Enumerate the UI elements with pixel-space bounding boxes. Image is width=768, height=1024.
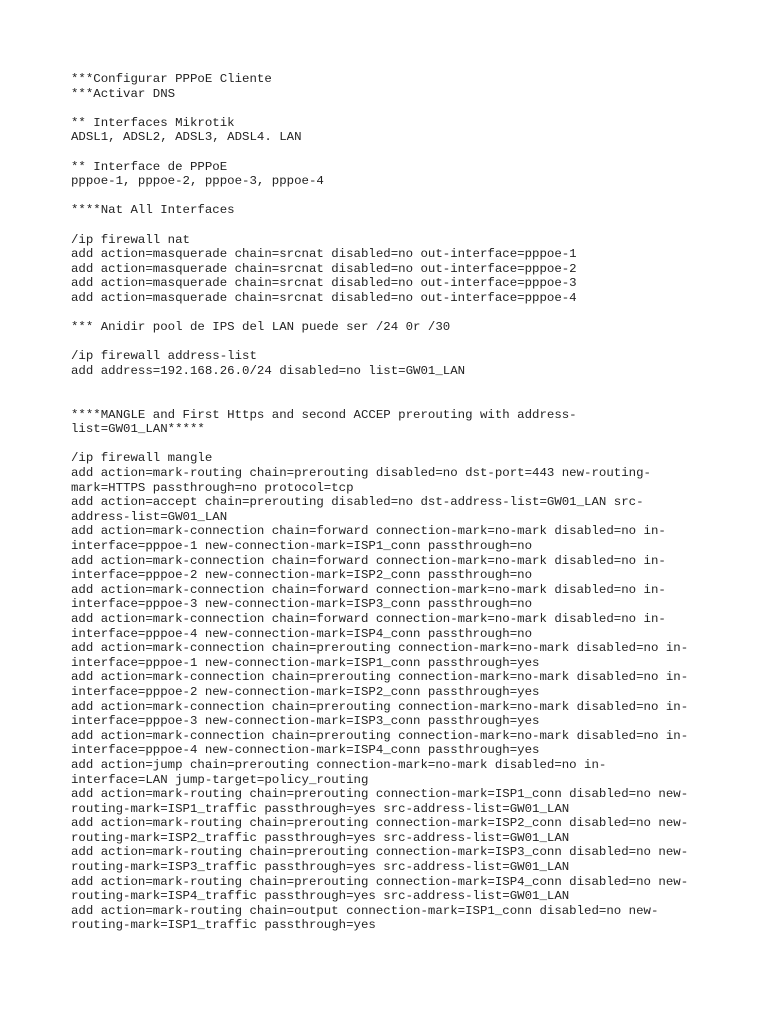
text-line: add action=mark-connection chain=prerouting connection-mark=no-mark disabled=no in- xyxy=(71,728,689,743)
text-line: interface=pppoe-3 new-connection-mark=ISP3_conn passthrough=yes xyxy=(71,714,540,729)
text-line: add action=mark-connection chain=prerouting connection-mark=no-mark disabled=no in- xyxy=(71,641,689,656)
text-line: address-list=GW01_LAN xyxy=(71,509,228,524)
blank-line xyxy=(71,101,751,116)
text-line: add action=mark-routing chain=prerouting connection-mark=ISP4_conn disabled=no new- xyxy=(71,874,689,889)
text-line: interface=pppoe-4 new-connection-mark=ISP4_conn passthrough=yes xyxy=(71,743,540,758)
text-line: interface=pppoe-4 new-connection-mark=ISP4_conn passthrough=no xyxy=(71,626,533,641)
text-line: /ip firewall mangle xyxy=(71,451,213,466)
text-line: add action=mark-connection chain=forward connection-mark=no-mark disabled=no in- xyxy=(71,553,666,568)
text-line: mark=HTTPS passthrough=no protocol=tcp xyxy=(71,480,354,495)
text-line: add action=mark-routing chain=prerouting disabled=no dst-port=443 new-routing- xyxy=(71,466,651,481)
blank-line xyxy=(71,145,751,160)
text-line: interface=pppoe-2 new-connection-mark=ISP2_conn passthrough=no xyxy=(71,568,533,583)
text-line: add action=mark-routing chain=prerouting connection-mark=ISP3_conn disabled=no new- xyxy=(71,845,689,860)
text-line: add action=mark-connection chain=forward connection-mark=no-mark disabled=no in- xyxy=(71,582,666,597)
text-line: add address=192.168.26.0/24 disabled=no list=GW01_LAN xyxy=(71,363,466,378)
text-line: interface=pppoe-1 new-connection-mark=ISP1_conn passthrough=no xyxy=(71,539,533,553)
blank-line xyxy=(71,437,751,452)
blank-line xyxy=(71,306,751,321)
text-line: routing-mark=ISP3_traffic passthrough=yes src-address-list=GW01_LAN xyxy=(71,860,570,875)
text-line: routing-mark=ISP2_traffic passthrough=yes src-address-list=GW01_LAN xyxy=(71,830,570,845)
text-line: ***Activar DNS xyxy=(71,86,176,101)
text-line: /ip firewall nat xyxy=(71,232,190,247)
text-line: list=GW01_LAN***** xyxy=(71,422,205,437)
text-line: ADSL1, ADSL2, ADSL3, ADSL4. LAN xyxy=(71,130,302,145)
text-line: routing-mark=ISP1_traffic passthrough=yes xyxy=(71,918,376,933)
text-line: ** Interface de PPPoE xyxy=(71,159,228,174)
text-line: /ip firewall address-list xyxy=(71,349,257,364)
blank-line xyxy=(71,189,751,204)
text-line: add action=mark-connection chain=forward connection-mark=no-mark disabled=no in- xyxy=(71,611,666,626)
text-line: ** Interfaces Mikrotik xyxy=(71,115,235,130)
text-line: pppoe-1, pppoe-2, pppoe-3, pppoe-4 xyxy=(71,174,324,189)
text-line: ****Nat All Interfaces xyxy=(71,203,235,218)
text-line: add action=mark-connection chain=prerouting connection-mark=no-mark disabled=no in- xyxy=(71,670,689,685)
text-line: routing-mark=ISP4_traffic passthrough=yes src-address-list=GW01_LAN xyxy=(71,889,570,904)
text-line: add action=mark-routing chain=prerouting connection-mark=ISP2_conn disabled=no new- xyxy=(71,816,689,831)
text-line: interface=pppoe-1 new-connection-mark=ISP1_conn passthrough=yes xyxy=(71,655,540,670)
text-line: interface=LAN jump-target=policy_routing xyxy=(71,772,369,787)
text-line: routing-mark=ISP1_traffic passthrough=yes src-address-list=GW01_LAN xyxy=(71,801,570,816)
text-line: add action=mark-connection chain=prerouting connection-mark=no-mark disabled=no in- xyxy=(71,699,689,714)
text-line: add action=masquerade chain=srcnat disabled=no out-interface=pppoe-2 xyxy=(71,261,577,276)
text-line: *** Anidir pool de IPS del LAN puede ser /24 0r /30 xyxy=(71,320,451,335)
blank-line xyxy=(71,335,751,350)
text-line: add action=mark-routing chain=output connection-mark=ISP1_conn disabled=no new- xyxy=(71,903,659,918)
text-line: add action=mark-routing chain=prerouting connection-mark=ISP1_conn disabled=no new- xyxy=(71,787,689,802)
text-line: add action=masquerade chain=srcnat disabled=no out-interface=pppoe-3 xyxy=(71,276,577,291)
blank-line xyxy=(71,218,751,233)
text-line: add action=mark-connection chain=forward connection-mark=no-mark disabled=no in- xyxy=(71,524,666,539)
text-line: add action=jump chain=prerouting connection-mark=no-mark disabled=no in- xyxy=(71,757,607,772)
text-line: interface=pppoe-2 new-connection-mark=ISP2_conn passthrough=yes xyxy=(71,684,540,699)
blank-line xyxy=(71,393,751,408)
text-line: interface=pppoe-3 new-connection-mark=ISP3_conn passthrough=no xyxy=(71,597,533,612)
text-line: ***Configurar PPPoE Cliente xyxy=(71,72,272,86)
text-line: add action=masquerade chain=srcnat disabled=no out-interface=pppoe-1 xyxy=(71,247,577,262)
blank-line xyxy=(71,378,751,393)
text-line: add action=accept chain=prerouting disabled=no dst-address-list=GW01_LAN src- xyxy=(71,495,644,510)
text-line: add action=masquerade chain=srcnat disabled=no out-interface=pppoe-4 xyxy=(71,290,577,305)
document-page xyxy=(71,72,751,933)
text-line: ****MANGLE and First Https and second ACCEP prerouting with address- xyxy=(71,407,577,422)
